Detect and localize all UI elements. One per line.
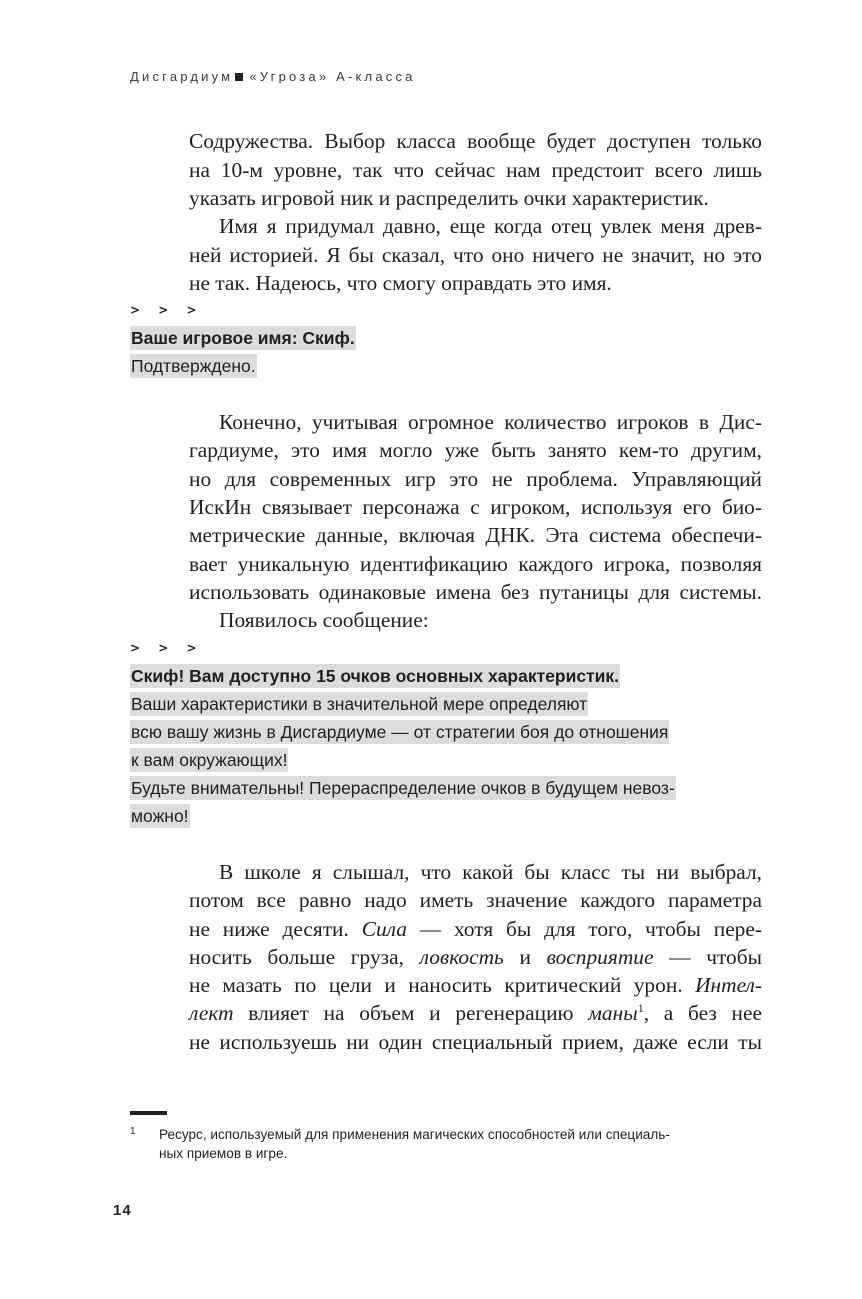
system-message-line: всю вашу жизнь в Дисгардиуме — от стратегии боя до отношения bbox=[131, 722, 669, 742]
text-line: указать игровой ник и распределить очки характеристик. bbox=[189, 186, 709, 210]
text-line: ИскИн связывает персонажа с игроком, используя его био- bbox=[189, 495, 762, 519]
text-line: не ниже десяти. Сила — хотя бы для того, чтобы пере- bbox=[189, 917, 762, 941]
system-message-title: Ваше игровое имя: Скиф. bbox=[131, 328, 355, 348]
system-message-line: Подтверждено. bbox=[131, 356, 256, 376]
text-line: лект влияет на объем и регенерацию маны$^1$, а без нее bbox=[189, 1001, 762, 1025]
footnote-ref[interactable]: 1 bbox=[637, 1001, 644, 1015]
text-line: носить больше груза, ловкость и восприятие — чтобы bbox=[189, 945, 762, 969]
system-marker-arrows: > > > bbox=[130, 303, 204, 317]
footnote-rule bbox=[130, 1111, 167, 1115]
footnote-text: Ресурс, используемый для применения магических способностей или специаль- bbox=[159, 1127, 670, 1142]
text-line: Конечно, учитывая огромное количество игроков в Дис- bbox=[219, 410, 762, 434]
system-message-title: Скиф! Вам доступно 15 очков основных характеристик. bbox=[131, 666, 620, 686]
system-message-line: Ваши характеристики в значительной мере определяют bbox=[131, 694, 588, 714]
text-line: ней историей. Я бы сказал, что оно ничего не значит, но это bbox=[189, 243, 762, 267]
footnote-text: ных приемов в игре. bbox=[159, 1146, 288, 1161]
system-marker-arrows: > > > bbox=[130, 641, 204, 655]
separator-square-icon bbox=[235, 73, 243, 81]
text-line: гардиуме, это имя могло уже быть занято кем-то другим, bbox=[189, 438, 762, 462]
text-line: но для современных игр это не проблема. Управляющий bbox=[189, 467, 762, 491]
emphasis: Сила bbox=[361, 917, 407, 941]
text-line: потом все равно надо иметь значение каждого параметра bbox=[189, 888, 762, 912]
footnote-number: 1 bbox=[130, 1126, 136, 1137]
text-line: Имя я придумал давно, еще когда отец увлек меня древ- bbox=[219, 214, 762, 238]
book-title: Дисгардиум bbox=[130, 69, 234, 84]
text-line: не мазать по цели и наносить критический урон. Интел- bbox=[189, 973, 762, 997]
system-message-line: Будьте внимательны! Перераспределение очков в будущем невоз- bbox=[131, 778, 675, 798]
text-line: В школе я слышал, что какой бы класс ты ни выбрал, bbox=[219, 860, 762, 884]
text-line: на 10-м уровне, так что сейчас нам предстоит всего лишь bbox=[189, 158, 762, 182]
emphasis: маны bbox=[588, 1001, 638, 1025]
system-message-line: можно! bbox=[131, 806, 189, 826]
text-line: не так. Надеюсь, что смогу оправдать это имя. bbox=[189, 271, 612, 295]
running-head bbox=[130, 69, 416, 84]
text-line: Содружества. Выбор класса вообще будет доступен только bbox=[189, 129, 762, 153]
text-line: не используешь ни один специальный прием, даже если ты bbox=[189, 1030, 762, 1054]
system-message-line: к вам окружающих! bbox=[131, 750, 288, 770]
emphasis: восприятие bbox=[546, 945, 654, 969]
volume-title: «Угроза» А-класса bbox=[249, 69, 416, 84]
text-line: Появилось сообщение: bbox=[219, 608, 429, 632]
emphasis: лект bbox=[189, 1001, 234, 1025]
emphasis: ловкость bbox=[419, 945, 504, 969]
emphasis: Интел- bbox=[695, 973, 762, 997]
text-line: вает уникальную идентификацию каждого игрока, позволяя bbox=[189, 552, 762, 576]
text-line: использовать одинаковые имена без путаницы для системы. bbox=[189, 580, 762, 604]
text-line: метрические данные, включая ДНК. Эта система обеспечи- bbox=[189, 523, 762, 547]
page-number: 14 bbox=[113, 1202, 132, 1219]
